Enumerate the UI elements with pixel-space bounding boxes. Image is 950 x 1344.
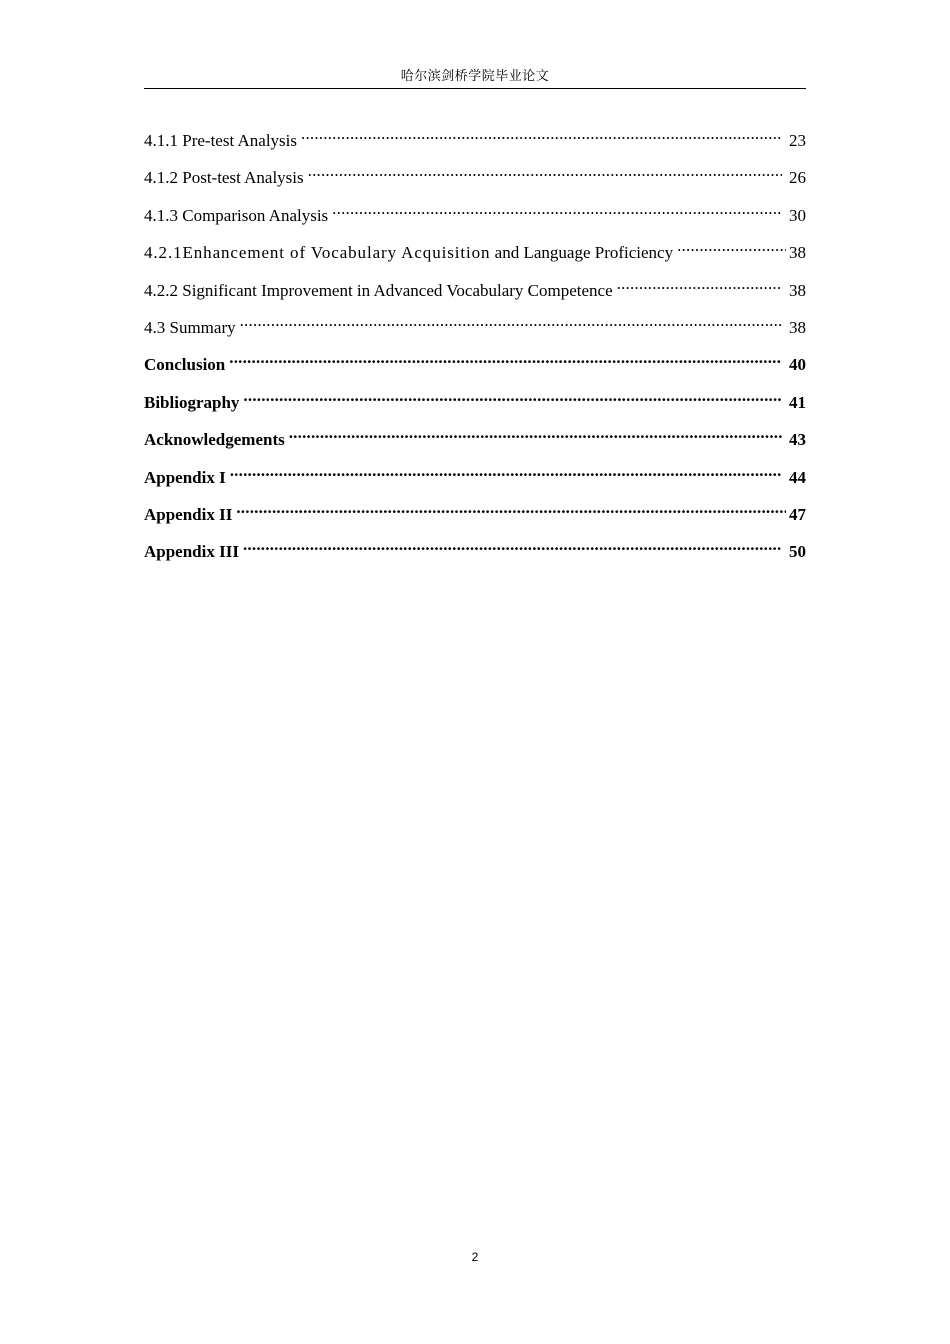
toc-entry-title-head: 4.2.1Enhancement of Vocabulary Acquisition (144, 243, 491, 263)
toc-dot-leader (289, 421, 782, 445)
toc-entry[interactable] (144, 159, 806, 196)
toc-entry[interactable] (144, 272, 806, 309)
toc-entry-title: 4.3 Summary (144, 317, 236, 337)
toc-entry-page: 38 (789, 243, 806, 263)
toc-entry-title: Conclusion (144, 355, 226, 375)
toc-entry[interactable] (144, 496, 806, 533)
toc-entry-page: 47 (789, 504, 806, 524)
toc-entry-page: 41 (789, 392, 806, 412)
toc-entry-page: 40 (789, 355, 806, 375)
toc-entry[interactable] (144, 122, 806, 159)
toc-dot-leader (240, 309, 782, 333)
toc-dot-leader (243, 533, 782, 557)
page-header-title: 哈尔滨剑桥学院毕业论文 (400, 68, 550, 83)
toc-entry-title: 4.1.3 Comparison Analysis (144, 205, 329, 225)
toc-entry-page: 43 (789, 430, 806, 450)
page-header (144, 66, 806, 89)
toc-entry-page: 26 (789, 168, 806, 188)
toc-entry-title: Bibliography (144, 392, 240, 412)
page-number (0, 1249, 950, 1265)
toc-dot-leader (308, 159, 782, 183)
toc-dot-leader (229, 346, 782, 370)
toc-entry-title: 4.1.1 Pre-test Analysis (144, 131, 297, 150)
toc-dot-leader (236, 496, 786, 520)
toc-entry-title: 4.2.2 Significant Improvement in Advanced Vocabulary Competence (144, 280, 613, 300)
toc-entry-page: 50 (789, 542, 806, 562)
toc-entry-page: 38 (789, 280, 806, 300)
toc-entry-title: Appendix II (144, 504, 233, 524)
toc-dot-leader (301, 122, 782, 146)
toc-entry-title (144, 241, 673, 265)
toc-entry[interactable] (144, 309, 806, 346)
toc-entry-page: 44 (789, 467, 806, 487)
toc-dot-leader (677, 234, 786, 258)
toc-entry[interactable] (144, 197, 806, 234)
toc-entry[interactable] (144, 346, 806, 383)
toc-entry[interactable] (144, 421, 806, 458)
toc-entry-title: 4.1.2 Post-test Analysis (144, 168, 304, 188)
toc-entry[interactable] (144, 533, 806, 570)
toc-entry-title: Acknowledgements (144, 430, 285, 450)
toc-entry-title: Appendix I (144, 467, 226, 487)
toc-entry-page: 30 (789, 205, 806, 225)
toc-entry-title-tail: and Language Proficiency (490, 243, 674, 263)
toc-dot-leader (243, 384, 782, 408)
toc-dot-leader (617, 272, 782, 296)
toc-entry[interactable] (144, 234, 806, 271)
toc-entry[interactable] (144, 384, 806, 421)
toc-entry-page: 23 (789, 131, 806, 150)
table-of-contents (144, 122, 806, 571)
toc-dot-leader (230, 459, 782, 483)
toc-dot-leader (332, 197, 782, 221)
toc-entry[interactable] (144, 459, 806, 496)
toc-entry-title: Appendix III (144, 542, 239, 562)
toc-entry-page: 38 (789, 317, 806, 337)
page-number-value: 2 (471, 1250, 479, 1264)
